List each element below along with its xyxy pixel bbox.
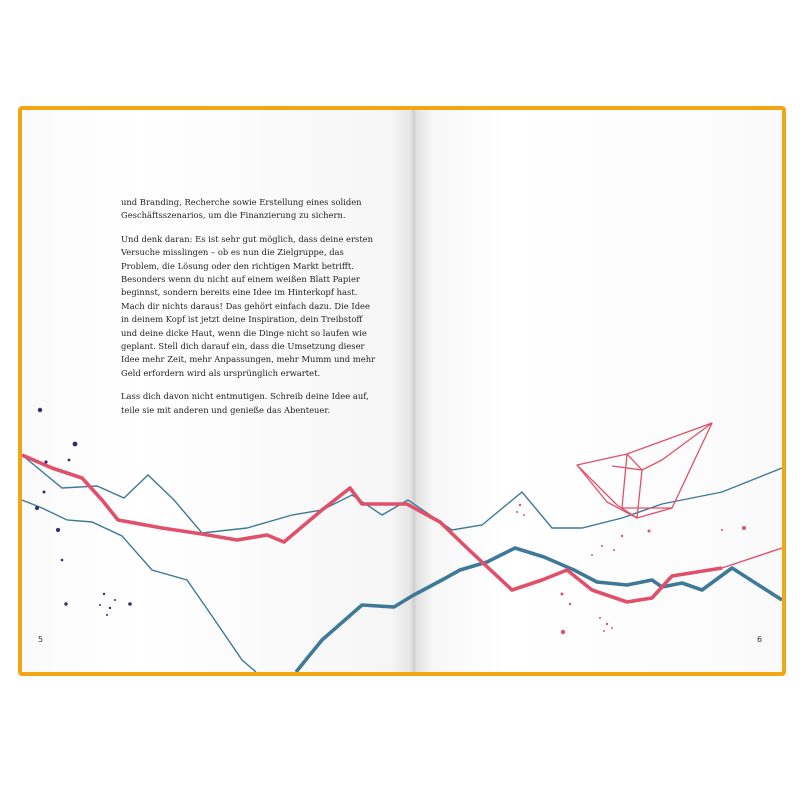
paragraph-3: Lass dich davon nicht entmutigen. Schreib deine Idee auf, teile sie mit anderen und genieße das Abenteuer. (121, 391, 369, 415)
paragraph-1: und Branding, Recherche sowie Erstellung eines soliden Geschäftsszenarios, um die Finanzierung zu sichern. (121, 197, 362, 221)
paper-boat-illustration (577, 423, 712, 518)
book-spread (18, 106, 786, 676)
thick-blue-line (296, 548, 782, 672)
line-illustration (22, 110, 782, 672)
paragraph-2: Und denk daran: Es ist sehr gut möglich, dass deine ersten Versuche misslingen – ob es nun die Zielgruppe, das Problem, die Lösung oder den richtigen Markt betrifft. Besonders wenn du nicht auf einem weißen Blatt Papier beginnst, sondern bereits eine Idee im Hinterkopf hast. Mach dir nichts daraus! Das gehört einfach dazu. Die Idee in deinem Kopf ist jetzt deine Inspiration, dein Treibstoff und deine dicke Haut, wenn die Dinge nicht so laufen wie geplant. Stell dich darauf ein, dass die Umsetzung dieser Idee mehr Zeit, mehr Anpassungen, mehr Mumm und mehr Geld erfordern wird als ursprünglich erwartet. (121, 233, 376, 378)
thick-red-line (22, 455, 722, 602)
page-number-right: 6 (757, 635, 763, 644)
thin-blue-line-lower (22, 500, 256, 672)
thin-blue-line-upper (22, 455, 782, 533)
page-number-left: 5 (38, 635, 44, 644)
